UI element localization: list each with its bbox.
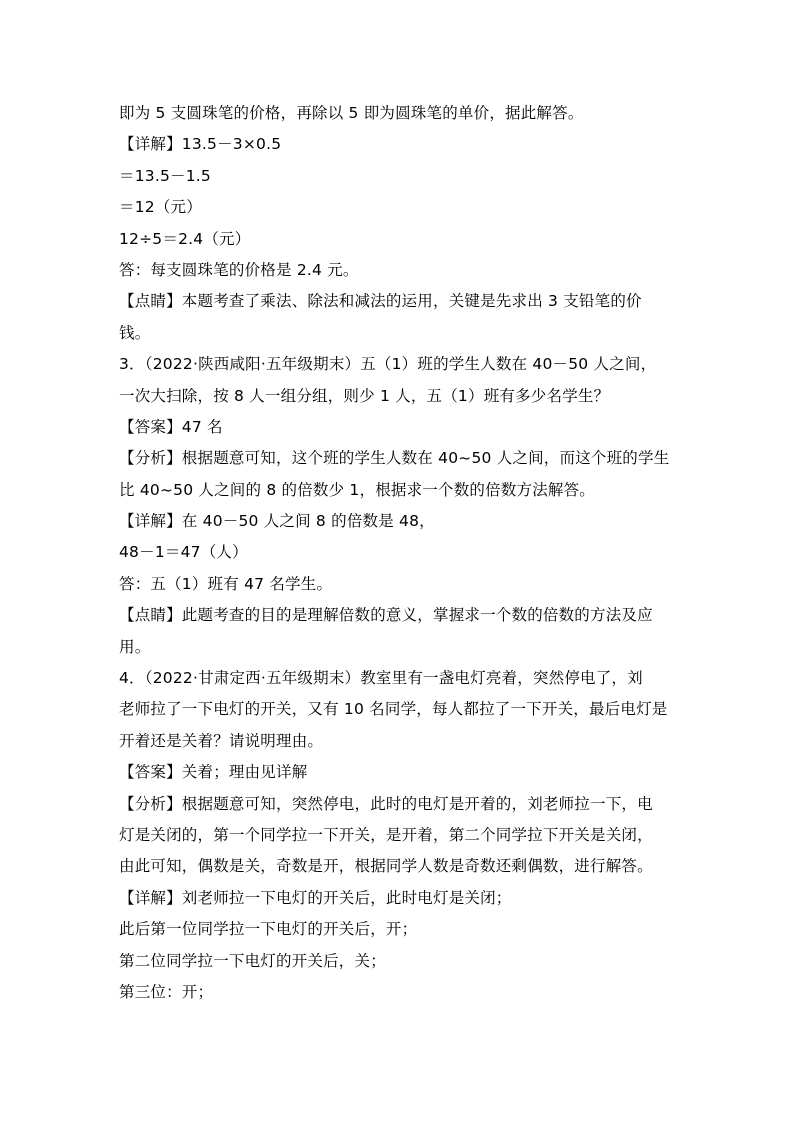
text-line: 第三位：开； xyxy=(119,982,214,1001)
text-line: 第二位同学拉一下电灯的开关后，关； xyxy=(119,951,386,970)
text-line: 比 40~50 人之间的 8 的倍数少 1，根据求一个数的倍数方法解答。 xyxy=(119,480,595,499)
text-line: 钱。 xyxy=(119,323,151,342)
text-line: 【点睛】本题考查了乘法、除法和减法的运用，关键是先求出 3 支铅笔的价 xyxy=(119,292,642,311)
text-line: 答：五（1）班有 47 名学生。 xyxy=(119,574,333,593)
text-line: 【详解】在 40－50 人之间 8 的倍数是 48， xyxy=(119,512,435,531)
text-line: 开着还是关着？请说明理由。 xyxy=(119,731,324,750)
text-line: 【详解】刘老师拉一下电灯的开关后，此时电灯是关闭； xyxy=(119,888,512,907)
text-line: ＝13.5－1.5 xyxy=(119,166,211,185)
text-line: 答：每支圆珠笔的价格是 2.4 元。 xyxy=(119,260,359,279)
text-line: 由此可知，偶数是关，奇数是开，根据同学人数是奇数还剩偶数，进行解答。 xyxy=(119,857,653,876)
text-line: 用。 xyxy=(119,637,151,656)
text-line: 即为 5 支圆珠笔的价格，再除以 5 即为圆珠笔的单价，据此解答。 xyxy=(119,104,584,122)
text-line: 【分析】根据题意可知，这个班的学生人数在 40~50 人之间，而这个班的学生 xyxy=(119,449,670,468)
text-line: 【点睛】此题考查的目的是理解倍数的意义，掌握求一个数的倍数的方法及应 xyxy=(119,606,653,625)
text-line: 【分析】根据题意可知，突然停电，此时的电灯是开着的，刘老师拉一下，电 xyxy=(119,794,653,813)
text-line: ＝12（元） xyxy=(119,198,202,217)
text-line: 老师拉了一下电灯的开关，又有 10 名同学，每人都拉了一下开关，最后电灯是 xyxy=(119,700,668,719)
question-3-heading: 3．（2022·陕西咸阳·五年级期末）五（1）班的学生人数在 40－50 人之间， xyxy=(119,355,657,374)
text-line: 灯是关闭的，第一个同学拉一下开关，是开着，第二个同学拉下开关是关闭， xyxy=(119,825,653,844)
answer-line: 【答案】47 名 xyxy=(119,417,223,436)
text-line: 一次大扫除，按 8 人一组分组，则少 1 人，五（1）班有多少名学生？ xyxy=(119,386,610,405)
text-line: 此后第一位同学拉一下电灯的开关后，开； xyxy=(119,920,418,939)
text-line: 48－1＝47（人） xyxy=(119,543,248,562)
text-line: 12÷5＝2.4（元） xyxy=(119,229,251,248)
document-body xyxy=(119,98,679,1008)
answer-line: 【答案】关着；理由见详解 xyxy=(119,763,308,782)
question-4-heading: 4．（2022·甘肃定西·五年级期末）教室里有一盏电灯亮着，突然停电了，刘 xyxy=(119,669,643,688)
text-line: 【详解】13.5－3×0.5 xyxy=(119,135,282,154)
